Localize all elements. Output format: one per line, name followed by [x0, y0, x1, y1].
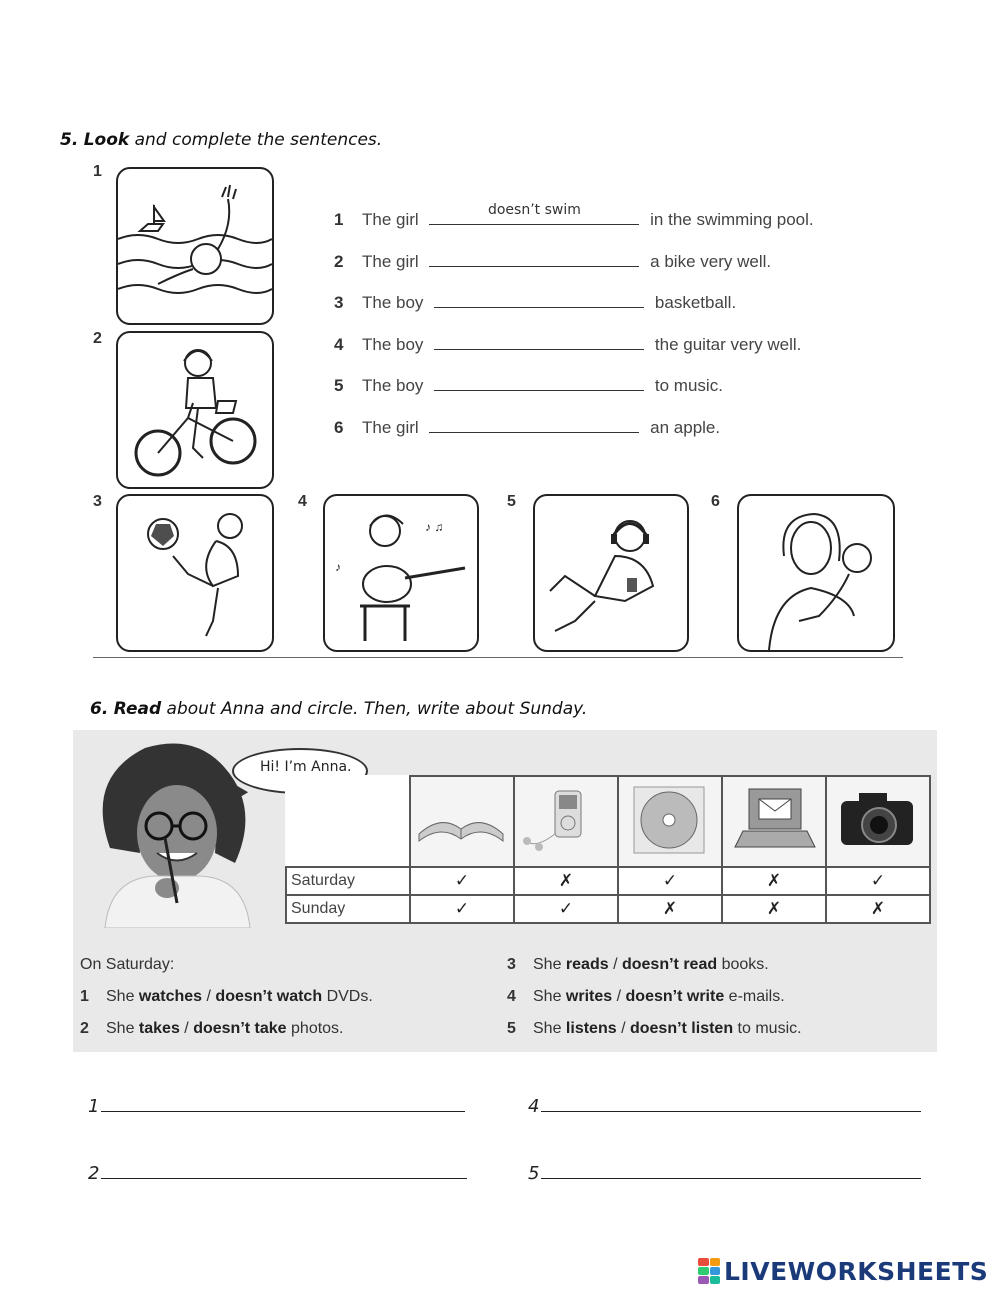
svg-text:♪: ♪ [335, 560, 341, 574]
answer-input-6[interactable] [429, 412, 643, 434]
picture-number-4: 4 [298, 493, 307, 510]
write-line-5[interactable]: 5 [528, 1160, 921, 1184]
option-listens[interactable]: listens [565, 1020, 617, 1037]
sentence-2: 2 The girl a bike very well. [334, 248, 771, 272]
sentence-6: 6 The girl an apple. [334, 414, 720, 438]
dvd-icon [618, 776, 722, 867]
row-label-saturday: Saturday [286, 867, 410, 895]
liveworksheets-logo [698, 1256, 988, 1286]
circle-item-3: 3 She reads / doesn’t read books. [507, 956, 769, 973]
picture-boy-playing-ball [116, 494, 274, 652]
write-line-1[interactable]: 1 [88, 1093, 465, 1117]
saturday-mark-write: ✗ [722, 867, 826, 895]
circle-item-5: 5 She listens / doesn’t listen to music. [507, 1020, 802, 1037]
section-divider [93, 657, 903, 658]
activity-table [285, 775, 931, 924]
exercise-5-heading: 5. Look and complete the sentences. [60, 130, 383, 150]
svg-text:♪ ♫: ♪ ♫ [425, 520, 444, 534]
on-saturday-intro: On Saturday: [80, 956, 175, 973]
answer-blank-5[interactable] [434, 372, 644, 391]
option-watches[interactable]: watches [138, 988, 203, 1005]
write-line-4[interactable]: 4 [528, 1093, 921, 1117]
logo-text: LIVEWORKSHEETS [724, 1256, 989, 1286]
circle-item-2: 2 She takes / doesn’t take photos. [80, 1020, 344, 1037]
camera-icon [826, 776, 930, 867]
book-icon [410, 776, 514, 867]
sunday-mark-read: ✓ [410, 895, 514, 923]
logo-mark-icon [698, 1258, 720, 1284]
sunday-mark-write: ✗ [722, 895, 826, 923]
row-label-sunday: Sunday [286, 895, 410, 923]
sentence-3: 3 The boy basketball. [334, 289, 736, 313]
option-doesnt-read[interactable]: doesn’t read [621, 956, 718, 973]
sentence-5: 5 The boy to music. [334, 372, 723, 396]
answer-blank-2[interactable] [429, 248, 639, 267]
speech-bubble-text: Hi! I’m Anna. [260, 759, 352, 775]
picture-boy-listening-music [533, 494, 689, 652]
sunday-mark-photo: ✗ [826, 895, 930, 923]
mp3-player-icon [514, 776, 618, 867]
answer-blank-6[interactable] [429, 414, 639, 433]
answer-blank-3[interactable] [434, 289, 644, 308]
picture-number-3: 3 [93, 493, 102, 510]
exercise-6-heading: 6. Read about Anna and circle. Then, write about Sunday. [90, 699, 588, 719]
circle-item-1: 1 She watches / doesn’t watch DVDs. [80, 988, 373, 1005]
sunday-mark-watch: ✗ [618, 895, 722, 923]
option-doesnt-watch[interactable]: doesn’t watch [215, 988, 323, 1005]
picture-number-5: 5 [507, 493, 516, 510]
picture-girl-swimming [116, 167, 274, 325]
picture-number-2: 2 [93, 330, 102, 347]
answer-input-4[interactable] [434, 329, 648, 351]
picture-girl-eating-apple [737, 494, 895, 652]
table-corner [286, 776, 410, 867]
option-reads[interactable]: reads [565, 956, 609, 973]
answer-blank-4[interactable] [434, 331, 644, 350]
write-line-2[interactable]: 2 [88, 1160, 467, 1184]
circle-item-4: 4 She writes / doesn’t write e-mails. [507, 988, 785, 1005]
answer-blank-1[interactable] [429, 202, 639, 225]
option-writes[interactable]: writes [565, 988, 613, 1005]
answer-text-1: doesn’t swim [487, 202, 581, 218]
option-doesnt-listen[interactable]: doesn’t listen [629, 1020, 734, 1037]
picture-number-1: 1 [93, 163, 102, 180]
saturday-mark-photo: ✓ [826, 867, 930, 895]
option-doesnt-write[interactable]: doesn’t write [625, 988, 725, 1005]
picture-number-6: 6 [711, 493, 720, 510]
sentence-4: 4 The boy the guitar very well. [334, 331, 801, 355]
option-takes[interactable]: takes [138, 1020, 180, 1037]
answer-input-5[interactable] [434, 370, 648, 392]
saturday-mark-read: ✓ [410, 867, 514, 895]
saturday-mark-listen: ✗ [514, 867, 618, 895]
saturday-mark-watch: ✓ [618, 867, 722, 895]
sunday-mark-listen: ✓ [514, 895, 618, 923]
option-doesnt-take[interactable]: doesn’t take [193, 1020, 287, 1037]
picture-boy-playing-guitar [323, 494, 479, 652]
answer-input-2[interactable] [429, 246, 643, 268]
answer-input-3[interactable] [434, 287, 648, 309]
sentence-1: 1 The girl doesn’t swim in the swimming pool. [334, 206, 814, 230]
laptop-email-icon [722, 776, 826, 867]
picture-girl-riding-bike [116, 331, 274, 489]
